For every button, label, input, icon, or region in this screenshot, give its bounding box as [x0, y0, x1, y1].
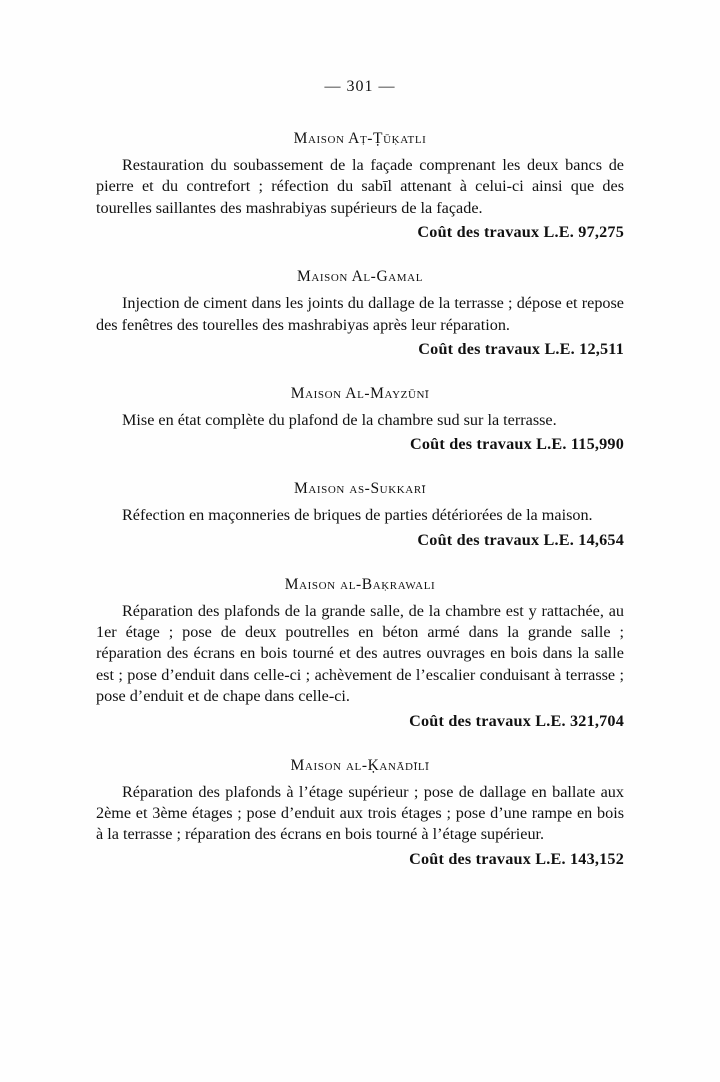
- entry-body: Réparation des plafonds de la grande salle, de la chambre est y rattachée, au 1er étage ; pose de deux poutrelles en béton armé dans la grande salle ; réparation des écrans en bois tourné et des autres ouvrages en bois dans la salle est ; pose d’enduit dans celle-ci ; achèvement de l’escalier conduisant à terrasse ; pose d’enduit et de chape dans celle-ci.: [96, 601, 624, 706]
- entry-cost: Coût des travaux L.E. 12,511: [418, 339, 624, 358]
- entry-title: Maison al-Ḳanādīlī: [290, 756, 430, 774]
- entry-maison-al-bakrawali: [96, 576, 624, 731]
- entry-maison-al-kanadili: [96, 757, 624, 869]
- entry-title: Maison as-Sukkarī: [293, 480, 427, 498]
- entry-title: Maison Al-Gamal: [296, 268, 424, 286]
- entry-body: Mise en état complète du plafond de la chambre sud sur la terrasse.: [122, 410, 557, 429]
- entry-maison-al-mayzuni: [96, 385, 624, 454]
- entry-body: Injection de ciment dans les joints du dallage de la terrasse ; dépose et repose des fenêtres des tourelles des mashrabiyas après leur réparation.: [96, 294, 624, 334]
- entry-cost: Coût des travaux L.E. 143,152: [409, 849, 624, 868]
- entry-body: Réfection en maçonneries de briques de parties détériorées de la maison.: [122, 506, 593, 525]
- entry-cost: Coût des travaux L.E. 97,275: [417, 223, 624, 242]
- entry-maison-as-sukkari: [96, 480, 624, 549]
- entry-title: Maison Al-Mayzūnī: [290, 384, 430, 402]
- entry-maison-al-gamal: [96, 268, 624, 359]
- entry-maison-at-tukatli: [96, 130, 624, 242]
- entry-cost: Coût des travaux L.E. 321,704: [409, 711, 624, 730]
- entry-title: Maison al-Baḳrawali: [284, 575, 436, 593]
- entry-cost: Coût des travaux L.E. 115,990: [409, 435, 624, 454]
- page-number: — 301 —: [324, 78, 396, 95]
- entry-body: Restauration du soubassement de la façade comprenant les deux bancs de pierre et du contrefort ; réfection du sabīl attenant à celui-ci ainsi que des tourelles saillantes des mashrabiyas supérieurs de la façade.: [96, 156, 624, 217]
- entry-cost: Coût des travaux L.E. 14,654: [417, 530, 624, 549]
- entry-body: Réparation des plafonds à l’étage supérieur ; pose de dallage en ballate aux 2ème et 3ème étages ; pose d’enduit aux trois étages ; pose d’une rampe en bois à la terrasse ; réparation des écrans en bois tourné à l’étage supérieur.: [96, 782, 624, 844]
- page-content: [96, 78, 624, 871]
- entry-title: Maison Aṭ-Ṭūḳatli: [293, 130, 427, 147]
